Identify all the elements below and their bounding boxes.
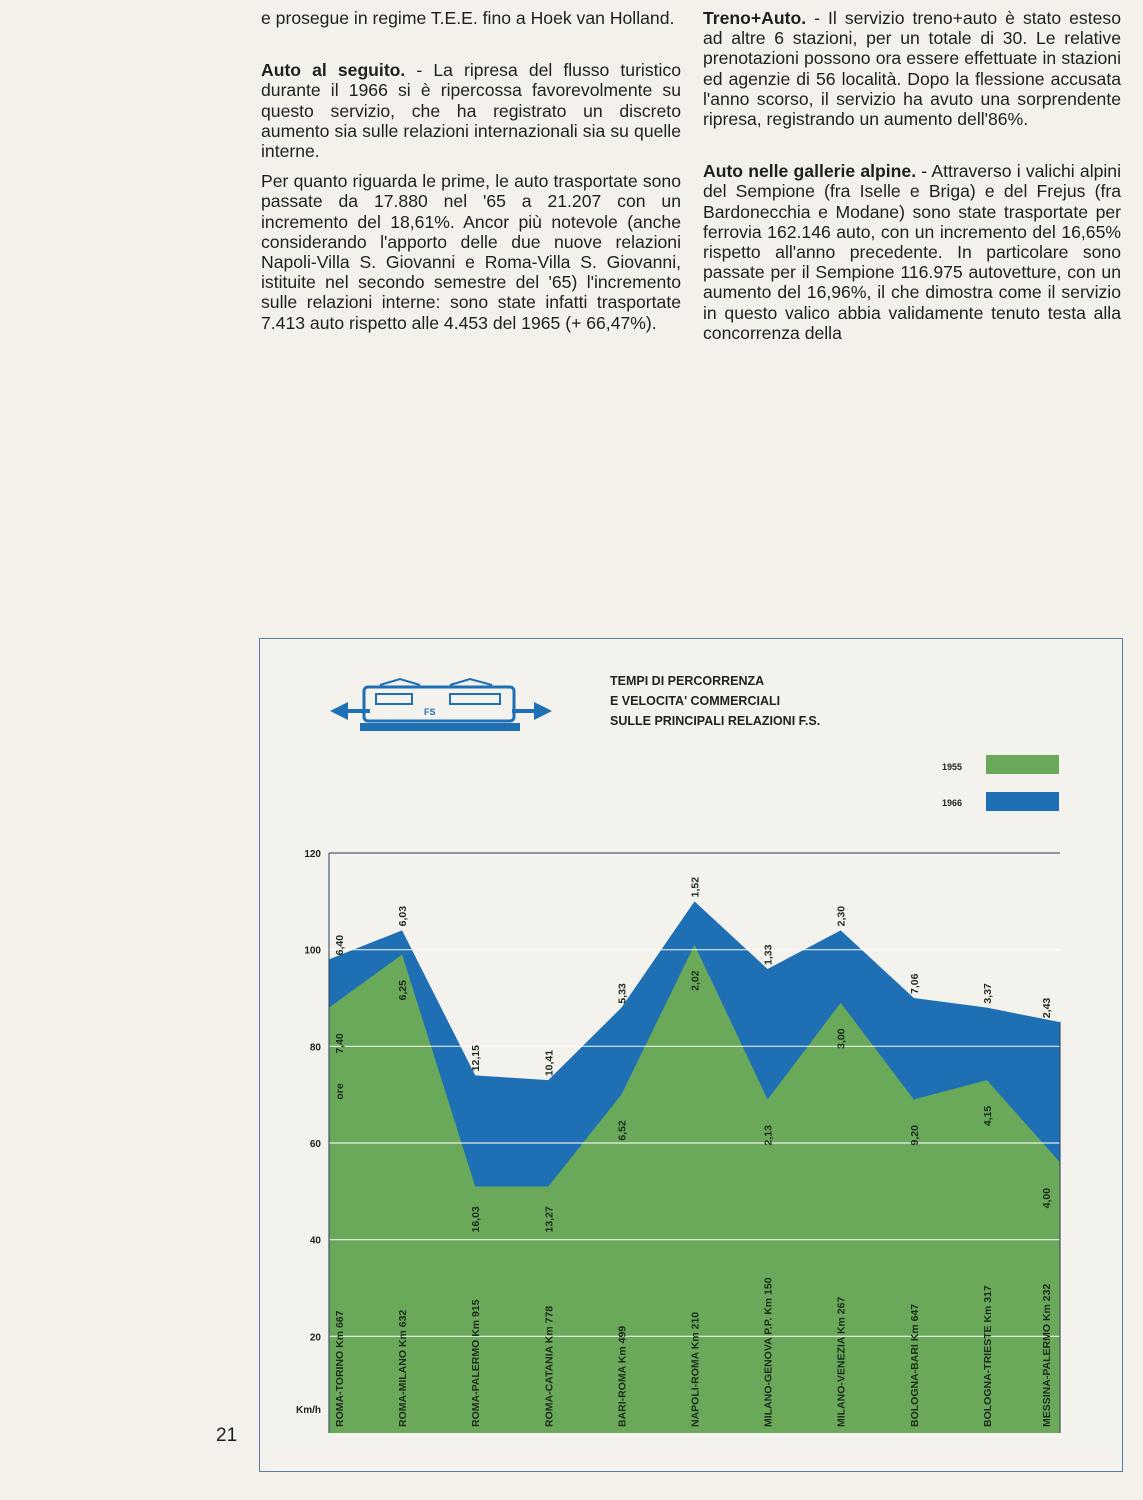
y-tick-100: 100 xyxy=(304,945,321,957)
time-label-1955-7: 3,00 xyxy=(835,1028,848,1049)
page-number: 21 xyxy=(216,1425,238,1446)
body-treno-auto: - Il servizio treno+auto è stato esteso ad altre 6 stazioni, per un totale di 30. Le relative prenotazioni possono ora essere effettuate in stazioni ed agenzie di 56 località. Dopo la flessione accusata l'anno scorso, il servizio ha avuto una sorprendente ripresa, registrando un aumento dell'86%. xyxy=(703,8,1121,130)
category-label-2: ROMA-PALERMO Km 915 xyxy=(470,1299,483,1427)
time-label-1955-1: 6,25 xyxy=(397,980,410,1001)
time-label-1955-8: 9,20 xyxy=(908,1125,921,1146)
time-label-1955-5: 2,02 xyxy=(689,970,702,991)
paragraph-gallerie-alpine xyxy=(703,161,1121,343)
time-label-1955-6: 2,13 xyxy=(762,1125,775,1146)
paragraph-tee: e prosegue in regime T.E.E. fino a Hoek van Holland. xyxy=(261,8,675,28)
y-tick-80: 80 xyxy=(309,1042,321,1054)
right-text-column xyxy=(703,8,1121,353)
paragraph-auto-al-seguito xyxy=(261,60,681,161)
time-label-1966-4: 5,33 xyxy=(616,983,629,1004)
y-tick-60: 60 xyxy=(309,1139,321,1150)
time-label-1966-0: 6,40 xyxy=(334,934,346,956)
time-label-1966-3: 10,41 xyxy=(543,1049,556,1077)
time-label-1966-2: 12,15 xyxy=(470,1045,483,1072)
heading-auto-al-seguito: Auto al seguito. xyxy=(261,60,406,81)
category-label-1: ROMA-MILANO Km 632 xyxy=(397,1309,410,1427)
speed-chart xyxy=(260,639,1122,1471)
y-tick-120: 120 xyxy=(304,849,321,860)
loco-fs-text: FS xyxy=(424,707,436,717)
y-axis-label: Km/h xyxy=(296,1405,321,1416)
category-label-3: ROMA-CATANIA Km 778 xyxy=(543,1305,556,1427)
arrow-left-icon xyxy=(330,702,348,720)
body-gallerie-alpine: - Attraverso i valichi alpini del Sempione (fra Iselle e Briga) e del Frejus (fra Bardonecchia e Modane) sono state trasportate per ferrovia 162.146 auto, con un incremento del 16,65% rispetto all'anno precedente. In particolare sono passate per il Sempione 116.975 autovetture, con un aumento del 16,96%, il che dimostra come il servizio in questo valico abbia validamente tenuto testa alla concorrenza della xyxy=(703,161,1121,343)
time-label-1966-7: 2,30 xyxy=(835,905,848,927)
category-label-10: MESSINA-PALERMO Km 232 xyxy=(1041,1283,1053,1427)
body-auto-al-seguito: - La ripresa del flusso turistico durante il 1966 si è ripercossa favorevolmente su questo servizio, che ha registrato un discreto aumento sia sulle relazioni internazionali sia su quelle interne. xyxy=(261,60,682,162)
time-label-1966-10: 2,43 xyxy=(1041,997,1053,1019)
time-label-1955-2: 16,03 xyxy=(470,1206,483,1233)
category-label-9: BOLOGNA-TRIESTE Km 317 xyxy=(981,1285,994,1427)
time-label-1966-5: 1,52 xyxy=(689,876,702,898)
y-tick-40: 40 xyxy=(309,1235,321,1247)
locomotive-icon xyxy=(330,679,552,731)
category-label-6: MILANO-GENOVA P.P. Km 150 xyxy=(762,1277,775,1427)
time-label-1955-10: 4,00 xyxy=(1041,1187,1053,1209)
time-label-1955-9: 4,15 xyxy=(981,1105,994,1127)
hours-label: ore xyxy=(334,1083,346,1100)
loco-window-left xyxy=(376,694,412,704)
time-label-1955-0: 7,40 xyxy=(334,1033,346,1054)
time-label-1966-6: 1,33 xyxy=(762,944,775,965)
chart-title-line-3: SULLE PRINCIPALI RELAZIONI F.S. xyxy=(610,714,821,728)
plot-area xyxy=(296,849,1060,1433)
loco-window-right xyxy=(450,694,500,704)
legend-1955-swatch xyxy=(986,755,1059,774)
loco-bogies xyxy=(360,723,520,731)
chart-frame xyxy=(259,638,1123,1472)
time-label-1955-3: 13,27 xyxy=(543,1206,556,1233)
left-text-column xyxy=(261,8,681,343)
time-label-1966-8: 7,06 xyxy=(908,973,921,994)
paragraph-treno-auto xyxy=(703,8,1121,129)
category-label-8: BOLOGNA-BARI Km 647 xyxy=(908,1303,921,1427)
time-label-1955-4: 6,52 xyxy=(616,1120,629,1141)
category-label-5: NAPOLI-ROMA Km 210 xyxy=(689,1311,702,1427)
legend-1966-swatch xyxy=(986,792,1059,811)
y-tick-20: 20 xyxy=(309,1332,321,1344)
heading-treno-auto: Treno+Auto. xyxy=(703,8,807,28)
legend-1955-label: 1955 xyxy=(942,762,963,772)
heading-gallerie-alpine: Auto nelle gallerie alpine. xyxy=(703,161,917,182)
category-label-4: BARI-ROMA Km 499 xyxy=(616,1325,629,1427)
chart-title-line-2: E VELOCITA' COMMERCIALI xyxy=(610,694,781,708)
arrow-right-icon xyxy=(534,702,552,720)
paragraph-auto-trasportate: Per quanto riguarda le prime, le auto trasportate sono passate da 17.880 nel '65 a 21.207 con un incremento del 18,61%. Ancor più notevole (anche considerando l'apporto delle due nuove relazioni Napoli-Villa S. Giovanni e Roma-Villa S. Giovanni, istituite nel secondo semestre del '65) l'incremento sulle relazioni interne: sono state infatti trasportate 7.413 auto rispetto alle 4.453 del 1965 (+ 66,47%). xyxy=(261,171,681,333)
time-label-1966-1: 6,03 xyxy=(397,905,410,927)
legend-1966-label: 1966 xyxy=(942,798,963,808)
category-label-7: MILANO-VENEZIA Km 267 xyxy=(835,1296,848,1427)
chart-title-line-1: TEMPI DI PERCORRENZA xyxy=(610,674,765,688)
pantograph-icon xyxy=(380,679,492,685)
time-label-1966-9: 3,37 xyxy=(981,983,994,1004)
category-label-0: ROMA-TORINO Km 667 xyxy=(334,1310,346,1427)
